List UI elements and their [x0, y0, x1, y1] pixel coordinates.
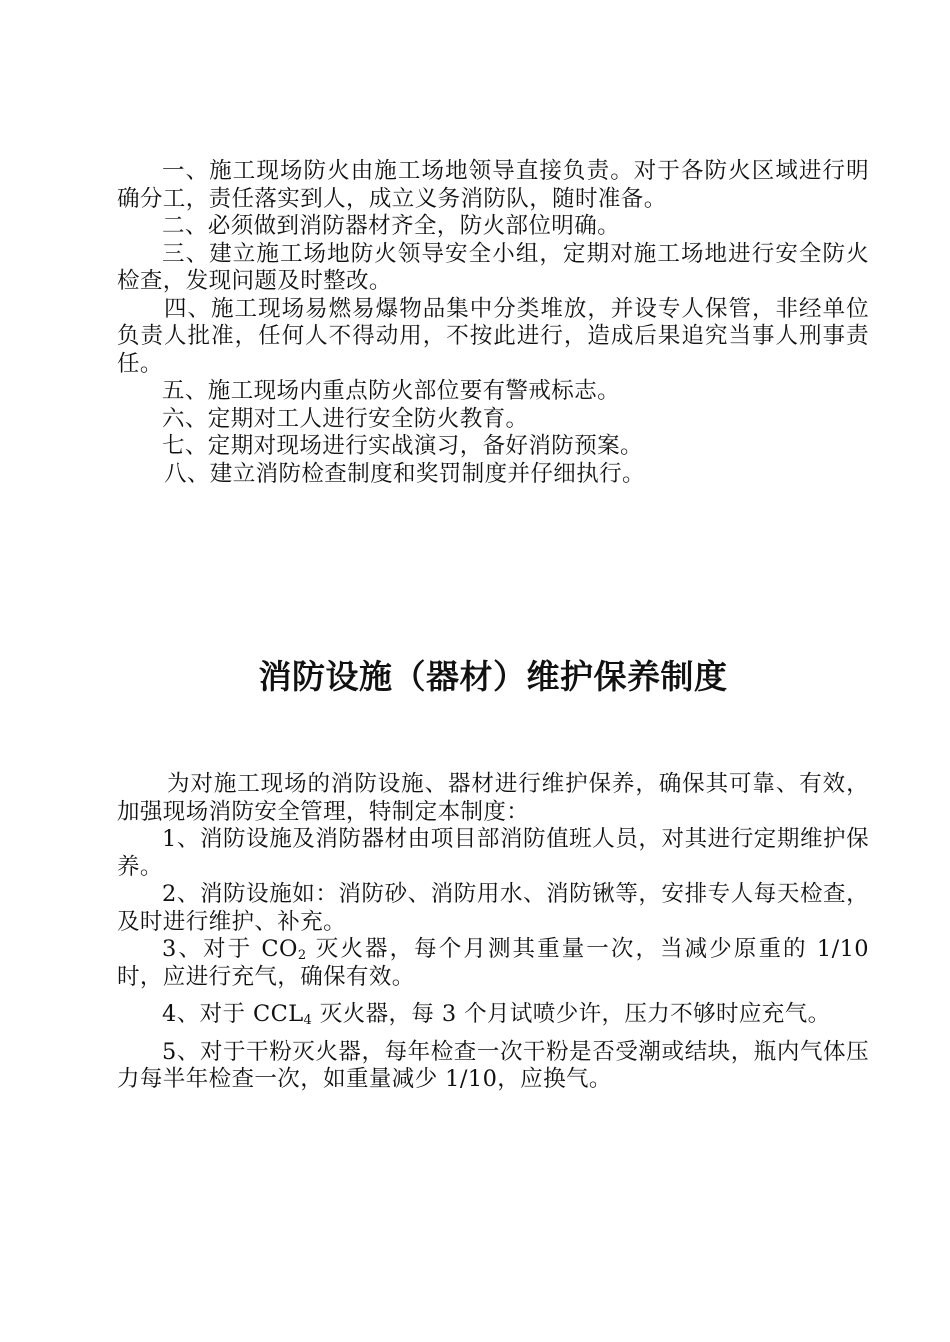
maintenance-item-3 [117, 936, 869, 991]
item-4-text-start: 4、对于 CCL [162, 1001, 304, 1027]
fire-rule-2: 二、必须做到消防器材齐全，防火部位明确。 [162, 213, 621, 239]
maintenance-intro: 为对施工现场的消防设施、器材进行维护保养，确保其可靠、有效，加强现场消防安全管理，特制定本制度： [117, 771, 869, 825]
document-page [117, 158, 869, 1094]
fire-rule-7: 七、定期对现场进行实战演习，备好消防预案。 [162, 433, 643, 459]
fire-rule-8: 八、建立消防检查制度和奖罚制度并仔细执行。 [164, 460, 645, 487]
fire-rule-5: 五、施工现场内重点防火部位要有警戒标志。 [162, 378, 621, 404]
item-3-text-start: 3、对于 CO [162, 936, 298, 962]
item-3-subscript: 2 [297, 948, 307, 963]
fire-rule-4: 四、施工现场易燃易爆物品集中分类堆放，并设专人保管，非经单位负责人批准，任何人不得动用，不按此进行，造成后果追究当事人刑事责任。 [117, 295, 869, 377]
maintenance-item-4 [117, 1001, 869, 1029]
item-3-text-end: 灭火器，每个月测其重量一次，当减少原重的 1/10 时，应进行充气，确保有效。 [117, 936, 869, 990]
section-title: 消防设施（器材）维护保养制度 [258, 657, 728, 696]
maintenance-item-2: 2、消防设施如：消防砂、消防用水、消防锹等，安排专人每天检查，及时进行维护、补充。 [117, 881, 869, 935]
fire-rule-1: 一、施工现场防火由施工场地领导直接负责。对于各防火区域进行明确分工，责任落实到人，成立义务消防队，随时准备。 [117, 158, 869, 212]
maintenance-item-1: 1、消防设施及消防器材由项目部消防值班人员，对其进行定期维护保养。 [117, 826, 869, 880]
item-4-subscript: 4 [303, 1013, 313, 1028]
fire-rule-3: 三、建立施工场地防火领导安全小组，定期对施工场地进行安全防火检查，发现问题及时整改。 [117, 240, 869, 294]
maintenance-section [117, 771, 869, 1094]
item-4-text-end: 灭火器，每 3 个月试喷少许，压力不够时应充气。 [312, 1001, 831, 1027]
fire-rules-section [117, 158, 869, 488]
fire-rule-6: 六、定期对工人进行安全防火教育。 [162, 405, 529, 432]
maintenance-item-5: 5、对于干粉灭火器，每年检查一次干粉是否受潮或结块，瓶内气体压力每半年检查一次，如重量减少 1/10，应换气。 [117, 1038, 869, 1092]
